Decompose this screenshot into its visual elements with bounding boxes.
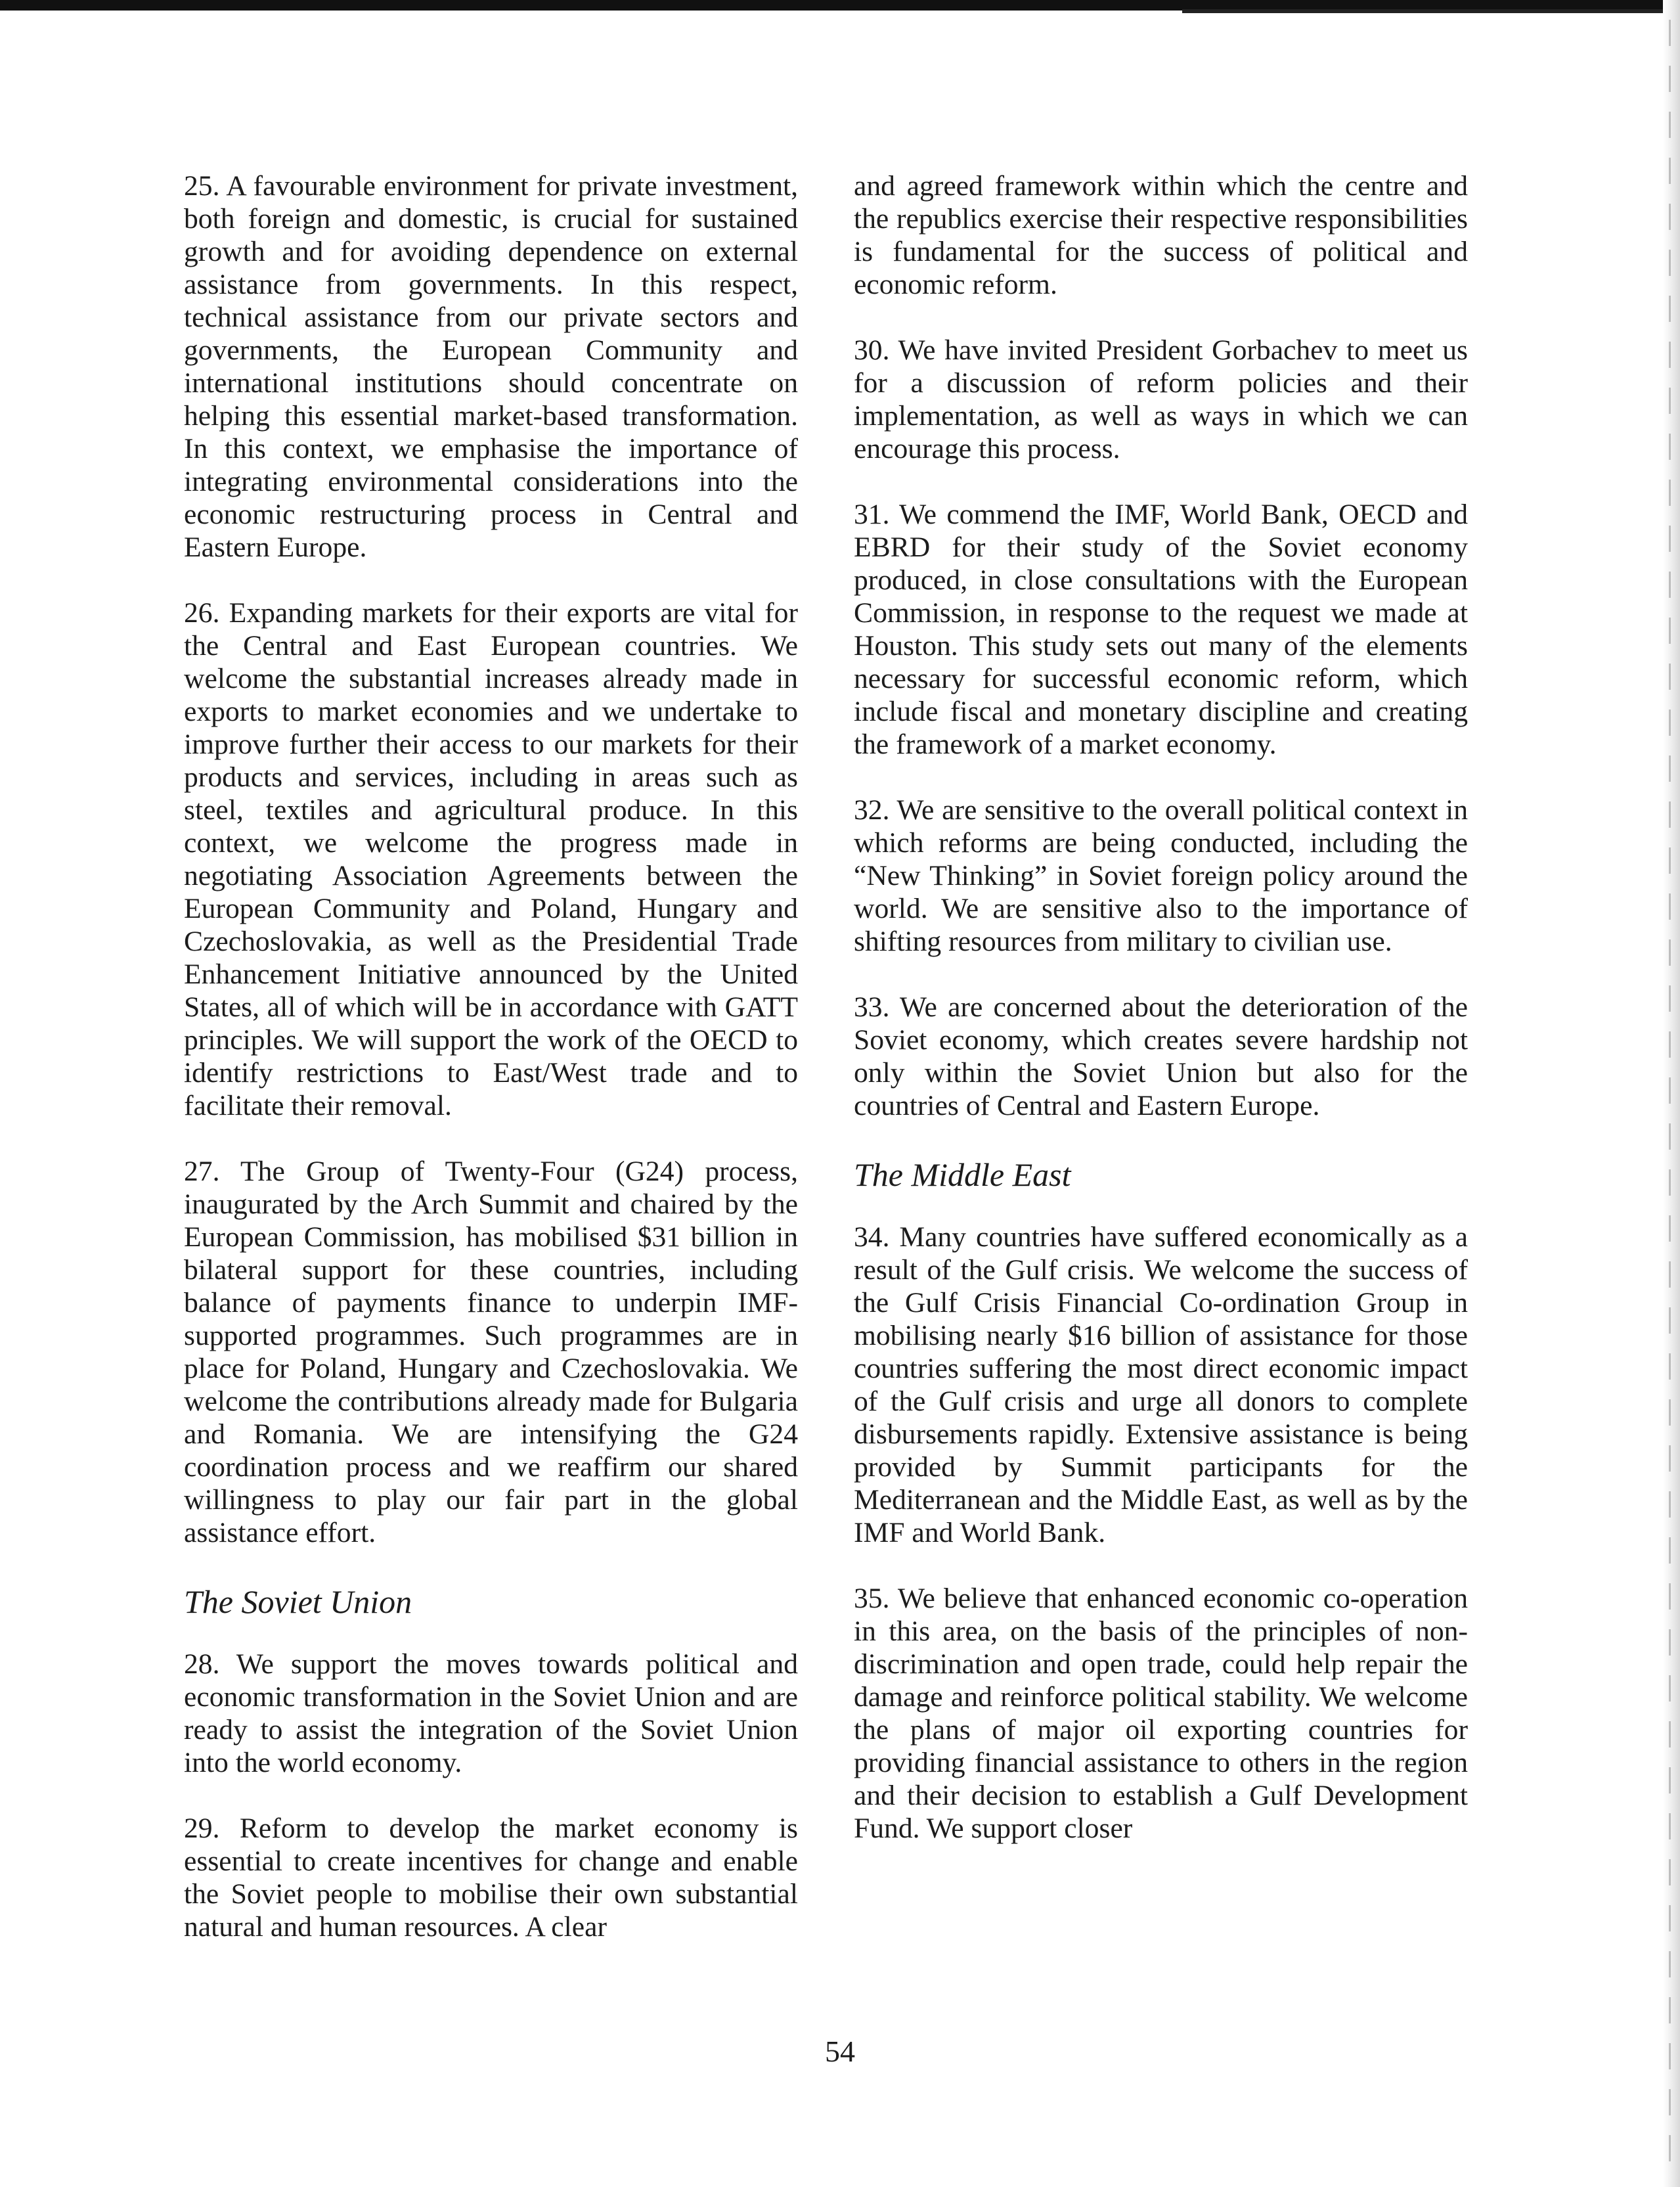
paragraph-26: 26. Expanding markets for their exports are vital for the Central and East European countries. We welcome the substantial increases already made in exports to market economies and we undertake to improve further their access to our markets for their products and services, including in areas such as steel, textiles and agricultural produce. In this context, we welcome the progress made in negotiating Association Agreements between the European Community and Poland, Hungary and Czechoslovakia, as well as the Presidential Trade Enhancement Initiative announced by the United States, all of which will be in accordance with GATT principles. We will support the work of the OECD to identify restrictions to East/West trade and to facilitate their removal.: [184, 597, 798, 1121]
paragraph-28: 28. We support the moves towards political and economic transformation in the Soviet Union and are ready to assist the integration of the Soviet Union into the world economy.: [184, 1648, 798, 1778]
page-number: 54: [825, 2035, 855, 2068]
left-column: [184, 169, 798, 1976]
section-heading-middle-east: The Middle East: [854, 1156, 1071, 1193]
scan-right-edge: [1663, 0, 1680, 2187]
paragraph-31: 31. We commend the IMF, World Bank, OECD and EBRD for their study of the Soviet economy produced, in close consultations with the European Commission, in response to the request we made at Houston. This study sets out many of the elements necessary for successful economic reform, which include fiscal and monetary discipline and creating the framework of a market economy.: [854, 499, 1468, 760]
paragraph-34: 34. Many countries have suffered economically as a result of the Gulf crisis. We welcome the success of the Gulf Crisis Financial Co-ordination Group in mobilising nearly $16 billion of assistance for those countries suffering the most direct economic impact of the Gulf crisis and urge all donors to complete disbursements rapidly. Extensive assistance is being provided by Summit participants for the Mediterranean and the Middle East, as well as by the IMF and World Bank.: [854, 1221, 1468, 1548]
paragraph-29: 29. Reform to develop the market economy is essential to create incentives for change and enable the Soviet people to mobilise their own substantial natural and human resources. A clear: [184, 1813, 798, 1943]
paragraph-32: 32. We are sensitive to the overall political context in which reforms are being conducted, including the “New Thinking” in Soviet foreign policy around the world. We are sensitive also to the importance of shifting resources from military to civilian use.: [854, 794, 1468, 957]
paragraph-27: 27. The Group of Twenty-Four (G24) process, inaugurated by the Arch Summit and chaired by the European Commission, has mobilised $31 billion in bilateral support for these countries, including balance of payments finance to underpin IMF-supported programmes. Such programmes are in place for Poland, Hungary and Czechoslovakia. We welcome the contributions already made for Bulgaria and Romania. We are intensifying the G24 coordination process and we reaffirm our shared willingness to play our fair part in the global assistance effort.: [184, 1156, 798, 1548]
paragraph-35: 35. We believe that enhanced economic co-operation in this area, on the basis of the principles of non-discrimination and open trade, could help repair the damage and reinforce political stability. We welcome the plans of major oil exporting countries for providing financial assistance to others in the region and their decision to establish a Gulf Development Fund. We support closer: [854, 1583, 1468, 1844]
paragraph-33: 33. We are concerned about the deterioration of the Soviet economy, which creates severe hardship not only within the Soviet Union but also for the countries of Central and Eastern Europe.: [854, 991, 1468, 1121]
paragraph-29-continued: and agreed framework within which the centre and the republics exercise their respective responsibilities is fundamental for the success of political and economic reform.: [854, 170, 1468, 300]
paragraph-30: 30. We have invited President Gorbachev to meet us for a discussion of reform policies and their implementation, as well as ways in which we can encourage this process.: [854, 334, 1468, 464]
scan-right-edge-line: [1669, 20, 1671, 2175]
section-heading-soviet-union: The Soviet Union: [184, 1583, 412, 1620]
paragraph-25: 25. A favourable environment for private investment, both foreign and domestic, is crucial for sustained growth and for avoiding dependence on external assistance from governments. In this respect, technical assistance from our private sectors and governments, the European Community and international institutions should concentrate on helping this essential market-based transformation. In this context, we emphasise the importance of integrating environmental considerations into the economic restructuring process in Central and Eastern Europe.: [184, 170, 798, 563]
right-column: [854, 169, 1468, 1878]
scan-top-border-taper: [1182, 9, 1680, 13]
